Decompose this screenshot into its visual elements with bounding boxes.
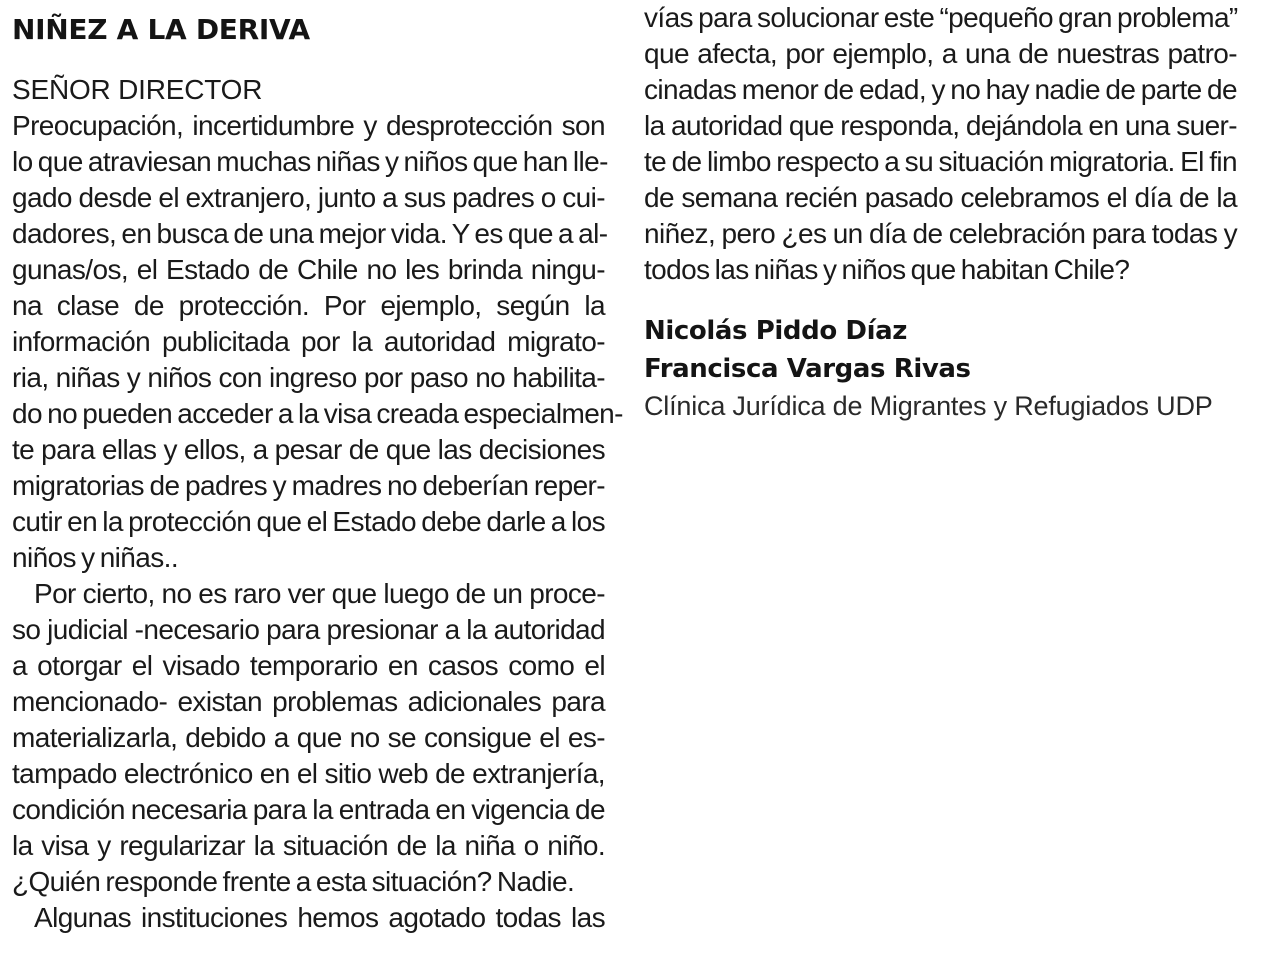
body-line: do no pueden acceder a la visa creada especialmen- <box>12 398 623 429</box>
salutation: SEÑOR DIRECTOR <box>12 74 263 105</box>
body-line: dadores, en busca de una mejor vida. Y es que a al- <box>12 218 608 249</box>
body-line: mencionado- existan problemas adicionales para <box>12 686 605 717</box>
body-line: ¿Quién responde frente a esta situación? Nadie. <box>12 866 575 897</box>
body-line: ria, niñas y niños con ingreso por paso no habilita- <box>12 362 605 393</box>
body-line: Algunas instituciones hemos agotado todas las <box>34 902 605 933</box>
body-line: migratorias de padres y madres no deberían reper- <box>12 470 605 501</box>
body-line: gado desde el extranjero, junto a sus padres o cui- <box>12 182 605 213</box>
author-name: Francisca Vargas Rivas <box>644 354 971 384</box>
body-line: tampado electrónico en el sitio web de extranjería, <box>12 758 605 789</box>
body-line: a otorgar el visado temporario en casos como el <box>12 650 605 681</box>
body-line: todos las niñas y niños que habitan Chile? <box>644 254 1130 285</box>
body-line: te para ellas y ellos, a pesar de que las decisiones <box>12 434 605 465</box>
body-line: lo que atraviesan muchas niñas y niños que han lle- <box>12 146 608 177</box>
body-line: la autoridad que responda, dejándola en una suer- <box>644 110 1237 141</box>
body-line: la visa y regularizar la situación de la niña o niño. <box>12 830 605 861</box>
body-line: cutir en la protección que el Estado debe darle a los <box>12 506 605 537</box>
body-line: vías para solucionar este “pequeño gran problema” <box>644 2 1238 33</box>
body-line: niños y niñas.. <box>12 542 178 573</box>
author-name: Nicolás Piddo Díaz <box>644 316 908 346</box>
headline: NIÑEZ A LA DERIVA <box>12 13 310 46</box>
body-line: so judicial -necesario para presionar a la autoridad <box>12 614 605 645</box>
body-line: Preocupación, incertidumbre y desprotección son <box>12 110 605 141</box>
body-line: cinadas menor de edad, y no hay nadie de parte de <box>644 74 1237 105</box>
body-line: información publicitada por la autoridad migrato- <box>12 326 605 357</box>
body-line: niñez, pero ¿es un día de celebración para todas y <box>644 218 1237 249</box>
body-line: gunas/os, el Estado de Chile no les brinda ningu- <box>12 254 605 285</box>
body-line: Por cierto, no es raro ver que luego de un proce- <box>34 578 605 609</box>
body-line: de semana recién pasado celebramos el día de la <box>644 182 1237 213</box>
body-line: na clase de protección. Por ejemplo, según la <box>12 290 605 321</box>
body-line: materializarla, debido a que no se consigue el es- <box>12 722 605 753</box>
body-line: te de limbo respecto a su situación migratoria. El fin <box>644 146 1237 177</box>
body-line: que afecta, por ejemplo, a una de nuestras patro- <box>644 38 1237 69</box>
body-line: condición necesaria para la entrada en vigencia de <box>12 794 605 825</box>
author-institution: Clínica Jurídica de Migrantes y Refugiados UDP <box>644 391 1213 421</box>
